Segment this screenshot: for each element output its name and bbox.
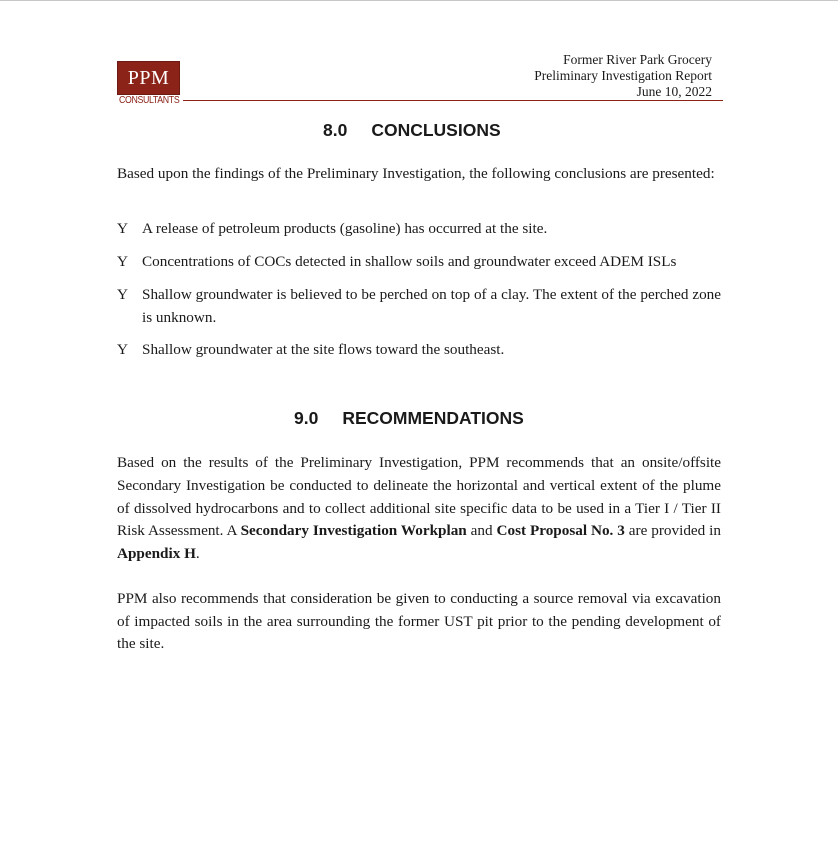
recommendations-heading <box>294 408 524 429</box>
section-number: 9.0 <box>294 408 319 428</box>
header-divider <box>183 100 723 101</box>
bullet-mark: Y <box>117 220 128 237</box>
bullet-mark: Y <box>117 286 128 303</box>
report-title: Preliminary Investigation Report <box>534 68 712 83</box>
logo-subtext: CONSULTANTS <box>119 95 180 106</box>
conclusion-text: Shallow groundwater is believed to be perched on top of a clay. The extent of the perched zone is unknown. <box>142 286 721 326</box>
rec-cost-proposal-ref: Cost Proposal No. 3 <box>496 522 625 540</box>
conclusion-item <box>117 284 721 329</box>
report-date: June 10, 2022 <box>636 84 712 99</box>
page-top-border <box>0 0 838 1</box>
rec-text: . <box>195 545 200 563</box>
rec-text: Based on the results of the Preliminary Investigation, PPM recommends that an onsite/offsite Secondary Investigation be conducted to delineate the horizontal and vertical extent of the plume of dissolved hydrocarbons and to collect additional site specific data to be used in a Tier I / Tier II Risk Assessment. A <box>117 454 721 540</box>
recommendations-paragraph-1 <box>117 452 721 566</box>
rec-text: and <box>466 522 497 540</box>
conclusion-text: A release of petroleum products (gasoline) has occurred at the site. <box>142 220 548 237</box>
rec-workplan-ref: Secondary Investigation Workplan <box>240 522 467 540</box>
conclusions-intro: Based upon the findings of the Preliminary Investigation, the following conclusions are presented: <box>117 165 715 182</box>
recommendations-paragraph-2: PPM also recommends that consideration be given to conducting a source removal via excavation of impacted soils in the area surrounding the former UST pit prior to the pending development of the site. <box>117 590 721 652</box>
ppm-logo <box>117 61 180 95</box>
conclusion-text: Concentrations of COCs detected in shallow soils and groundwater exceed ADEM ISLs <box>142 253 677 270</box>
conclusions-heading <box>323 120 501 141</box>
conclusion-item <box>117 218 721 241</box>
project-name: Former River Park Grocery <box>563 52 712 67</box>
section-title: CONCLUSIONS <box>371 120 501 140</box>
rec-text: are provided in <box>624 522 721 540</box>
conclusion-item <box>117 339 721 362</box>
report-header-meta <box>534 52 712 100</box>
conclusion-text: Shallow groundwater at the site flows toward the southeast. <box>142 341 505 358</box>
logo-text: PPM <box>127 66 170 89</box>
bullet-mark: Y <box>117 341 128 358</box>
conclusion-item <box>117 251 721 274</box>
section-title: RECOMMENDATIONS <box>342 408 524 428</box>
rec-appendix-ref: Appendix H <box>117 545 196 563</box>
section-number: 8.0 <box>323 120 348 140</box>
bullet-mark: Y <box>117 253 128 270</box>
